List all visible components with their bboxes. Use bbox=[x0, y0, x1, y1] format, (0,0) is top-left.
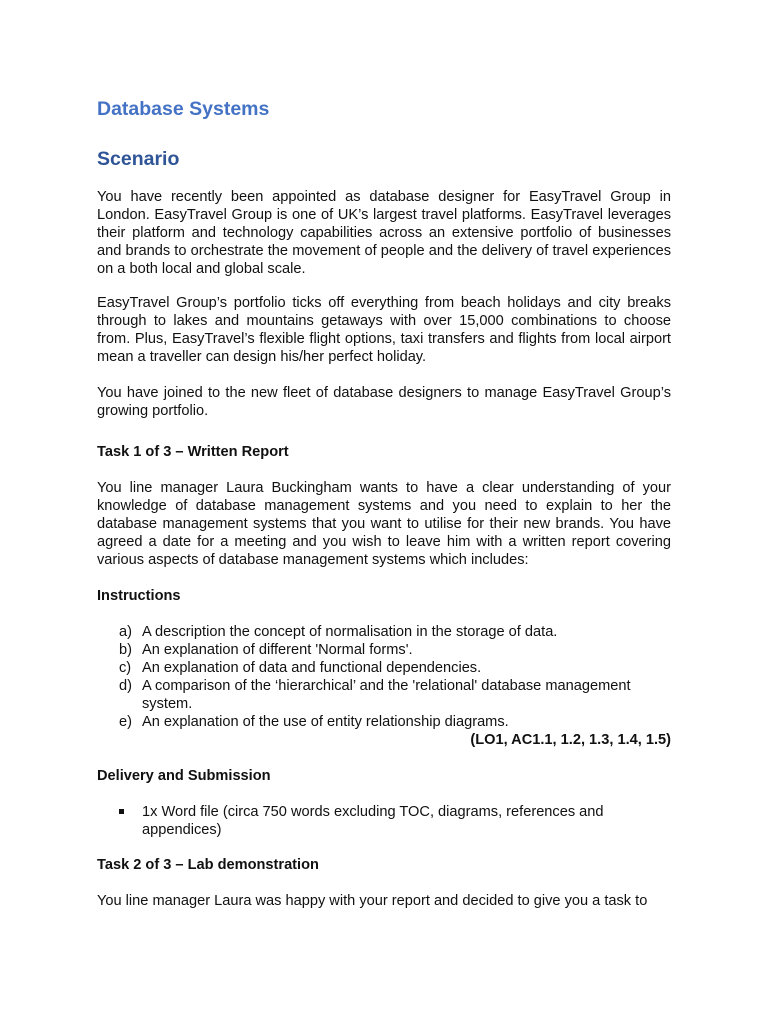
list-item bbox=[97, 623, 671, 641]
scenario-heading: Scenario bbox=[97, 148, 180, 170]
list-item bbox=[97, 803, 671, 839]
list-item-text: A description the concept of normalisation in the storage of data. bbox=[142, 624, 558, 640]
delivery-list bbox=[97, 803, 671, 839]
scenario-paragraph-3: You have joined to the new fleet of database designers to manage EasyTravel Group’s growing portfolio. bbox=[97, 385, 671, 419]
list-marker: b) bbox=[119, 642, 132, 658]
task1-intro: You line manager Laura Buckingham wants to have a clear understanding of your knowledge of database management systems and you need to explain to her the database management systems that you want to utilise for their new brands. You have agreed a date for a meeting and you wish to leave him with a written report covering various aspects of database management systems which includes: bbox=[97, 480, 671, 568]
list-marker: d) bbox=[119, 678, 132, 694]
delivery-heading: Delivery and Submission bbox=[97, 768, 271, 784]
list-item bbox=[97, 677, 671, 713]
document-title: Database Systems bbox=[97, 98, 270, 120]
list-marker: c) bbox=[119, 660, 132, 676]
list-item bbox=[97, 659, 671, 677]
list-item-text: A comparison of the ‘hierarchical’ and the 'relational' database management system. bbox=[142, 678, 631, 712]
list-item-text: An explanation of different 'Normal forms'. bbox=[142, 642, 413, 658]
document-page bbox=[97, 96, 671, 910]
square-bullet-icon bbox=[119, 809, 124, 814]
scenario-paragraph-2: EasyTravel Group’s portfolio ticks off everything from beach holidays and city breaks through to lakes and mountains getaways with over 15,000 combinations to choose from. Plus, EasyTravel’s flexible flight options, taxi transfers and flights from local airport mean a traveller can design his/her perfect holiday. bbox=[97, 295, 671, 365]
list-item bbox=[97, 713, 671, 731]
instructions-heading: Instructions bbox=[97, 588, 181, 604]
instructions-list bbox=[97, 623, 671, 731]
task2-heading: Task 2 of 3 – Lab demonstration bbox=[97, 857, 319, 873]
list-item-text: An explanation of the use of entity relationship diagrams. bbox=[142, 714, 509, 730]
scenario-paragraph-1: You have recently been appointed as database designer for EasyTravel Group in London. EasyTravel Group is one of UK’s largest travel platforms. EasyTravel leverages their platform and technology capabilities across an extensive portfolio of businesses and brands to orchestrate the movement of people and the delivery of travel experiences on a both local and global scale. bbox=[97, 189, 671, 277]
list-item bbox=[97, 641, 671, 659]
list-marker: e) bbox=[119, 714, 132, 730]
list-item-text: An explanation of data and functional dependencies. bbox=[142, 660, 482, 676]
list-item-text: 1x Word file (circa 750 words excluding TOC, diagrams, references and appendices) bbox=[142, 804, 604, 838]
task2-intro: You line manager Laura was happy with your report and decided to give you a task to bbox=[97, 893, 648, 909]
task1-heading: Task 1 of 3 – Written Report bbox=[97, 444, 289, 460]
list-marker: a) bbox=[119, 624, 132, 640]
learning-outcomes-reference: (LO1, AC1.1, 1.2, 1.3, 1.4, 1.5) bbox=[470, 732, 671, 748]
